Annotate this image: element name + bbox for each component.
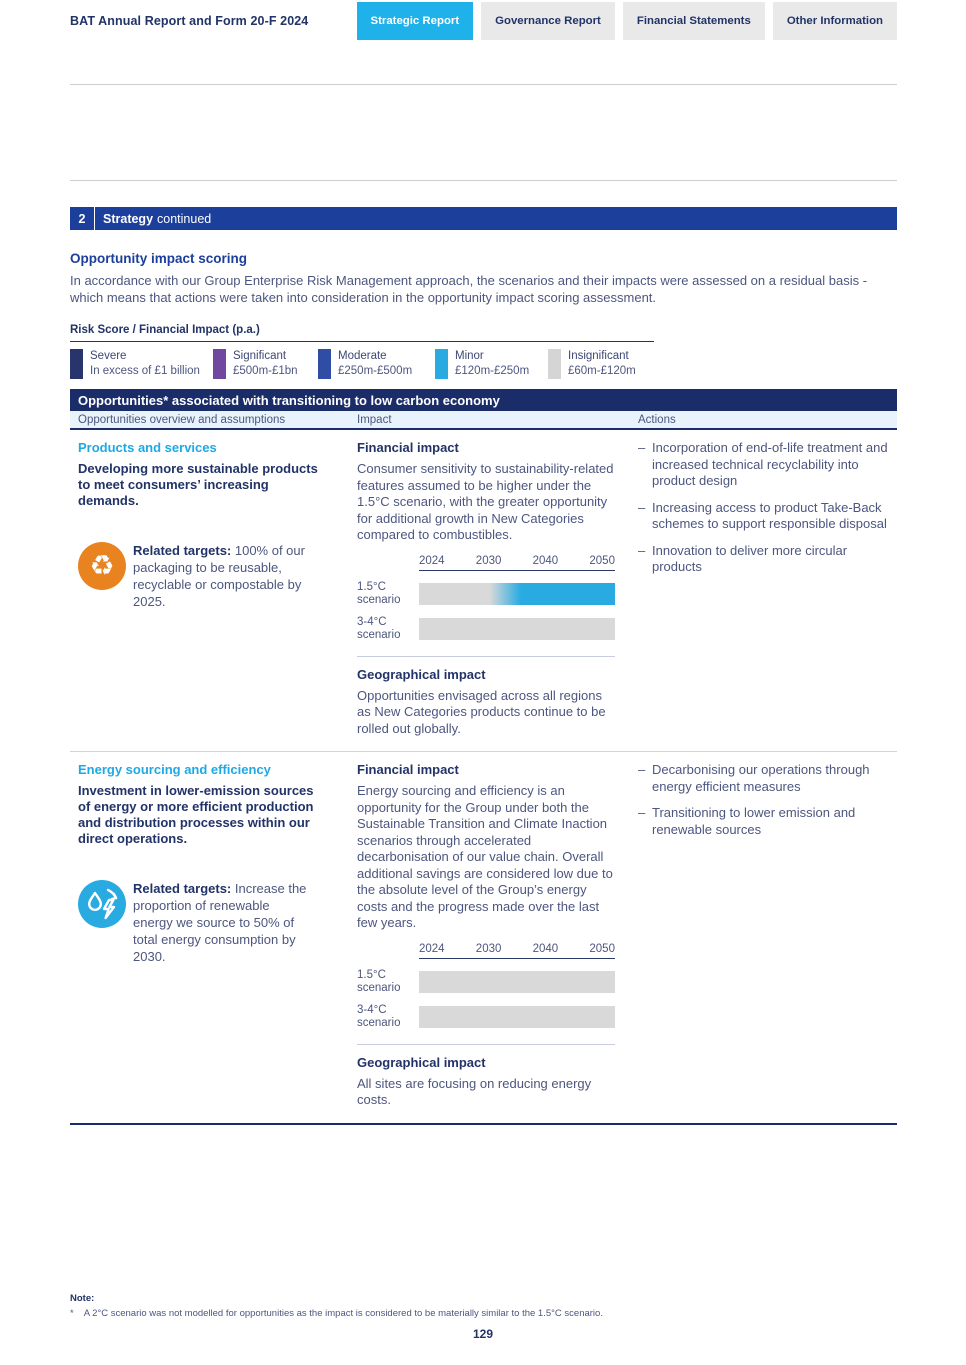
recycle-icon: ♻ [78,542,126,590]
tab-governance-report[interactable]: Governance Report [481,2,615,40]
action-item: – Innovation to deliver more circular products [638,543,897,576]
section-suffix: continued [157,211,212,226]
impact-divider [357,1044,615,1045]
tab-financial-statements[interactable]: Financial Statements [623,2,765,40]
legend-range: £60m-£120m [568,364,636,377]
footnote-text: A 2°C scenario was not modelled for opportunities as the impact is considered to be materially similar to the 1.5°C scenario. [83,1307,603,1319]
severe-swatch [70,349,83,379]
financial-impact-heading: Financial impact [357,762,459,777]
impact-timeline-chart [357,555,615,643]
dash-bullet [638,543,652,576]
significant-swatch [213,349,226,379]
top-header [70,0,897,42]
geographical-impact-text: Opportunities envisaged across all regions as New Categories products continue to be rolled out globally. [357,687,606,736]
timeline-bar-3-4c [419,618,615,640]
legend-label: Severe [90,350,127,362]
intro-body: In accordance with our Group Enterprise Risk Management approach, the scenarios and their impacts were assessed on a residual basis - which means that actions were taken into consideration in the opportunity impact scoring assessment. [70,273,868,305]
moderate-swatch [318,349,331,379]
action-item: – Increasing access to product Take-Back schemes to support responsible disposal [638,500,897,533]
legend-item-severe [70,349,213,379]
opportunity-summary: Developing more sustainable products to meet consumers’ increasing demands. [78,461,318,508]
action-item: – Decarbonising our operations through energy efficient measures [638,762,897,795]
series-label-3-4c: 3-4°C scenario [357,1003,401,1029]
table-title: Opportunities* associated with transitioning to low carbon economy [70,389,897,411]
legend-range: £250m-£500m [338,364,413,377]
legend-item-minor [435,349,548,379]
series-label-1-5c: 1.5°C scenario [357,580,401,606]
column-header-overview: Opportunities overview and assumptions [78,413,286,426]
opportunity-category: Products and services [78,440,217,455]
footnote [70,1293,897,1320]
page-number: 129 [472,1327,494,1341]
table-column-headers [70,411,897,430]
timeline-year-axis: 2024 2030 2040 2050 [419,943,615,959]
section-number: 2 [70,207,95,230]
financial-impact-text: Energy sourcing and efficiency is an opportunity for the Group under both the Sustainable Transition and Climate Inaction scenarios through accelerated decarbonisation of our value chain. Overall additional savings are considered low due to the absolute level of the Group’s energy costs and the progress made over the last few years. [357,783,613,930]
timeline-bar-1-5c [419,971,615,993]
legend-range: £500m-£1bn [233,364,298,377]
related-targets-text: 100% of our packaging to be reusable, recyclable or compostable by 2025. [133,543,305,609]
renewable-energy-icon [78,880,126,928]
dash-bullet [638,500,652,533]
divider-mid [70,180,897,181]
insignificant-swatch [548,349,561,379]
related-targets-label: Related targets: [133,881,232,896]
geographical-impact-heading: Geographical impact [357,666,486,682]
series-label-1-5c: 1.5°C scenario [357,968,401,994]
footnote-label: Note: [70,1293,95,1304]
legend-label: Significant [233,350,287,362]
intro-section [70,251,897,306]
dash-bullet [638,762,652,795]
opportunities-table [70,389,897,1125]
report-title: BAT Annual Report and Form 20-F 2024 [70,14,309,28]
opportunity-summary: Investment in lower-emission sources of energy or more efficient production and distribution processes within our direct operations. [78,783,314,846]
section-title: Strategy [103,211,154,226]
divider-top [70,84,897,85]
legend-item-significant [213,349,318,379]
financial-impact-text: Consumer sensitivity to sustainability-related features assumed to be higher under the 1.5°C scenario, with the greater opportunity for additional growth in New Categories compared to combustibles. [357,461,614,542]
dash-bullet [638,440,652,490]
legend-label: Moderate [338,350,387,362]
timeline-bar-1-5c [419,583,615,605]
legend-item-moderate [318,349,435,379]
opportunity-category: Energy sourcing and efficiency [78,762,271,777]
minor-swatch [435,349,448,379]
action-item: – Transitioning to lower emission and renewable sources [638,805,897,838]
timeline-year-axis: 2024 2030 2040 2050 [419,555,615,571]
legend-range: In excess of £1 billion [90,364,200,377]
dash-bullet [638,805,652,838]
intro-heading: Opportunity impact scoring [70,251,248,266]
timeline-bar-3-4c [419,1006,615,1028]
risk-legend [70,324,654,379]
legend-label: Minor [455,350,484,362]
column-header-impact: Impact [357,413,392,426]
legend-label: Insignificant [568,350,629,362]
column-header-actions: Actions [638,413,676,426]
table-row-energy-sourcing [70,752,897,1125]
geographical-impact-text: All sites are focusing on reducing energy costs. [357,1075,592,1107]
legend-range: £120m-£250m [455,364,530,377]
related-targets-text: Increase the proportion of renewable energy we source to 50% of total energy consumption by 2030. [133,881,307,964]
risk-legend-title: Risk Score / Financial Impact (p.a.) [70,324,654,342]
legend-item-insignificant [548,349,652,379]
impact-timeline-chart [357,943,615,1031]
action-item: – Incorporation of end-of-life treatment and increased technical recyclability into product design [638,440,897,490]
section-tabs [357,2,897,40]
table-row-products-and-services [70,430,897,752]
footnote-marker: * [70,1307,74,1319]
financial-impact-heading: Financial impact [357,440,459,455]
section-banner [70,207,897,230]
related-targets-label: Related targets: [133,543,232,558]
impact-divider [357,656,615,657]
series-label-3-4c: 3-4°C scenario [357,615,401,641]
geographical-impact-heading: Geographical impact [357,1054,486,1070]
tab-other-information[interactable]: Other Information [773,2,897,40]
tab-strategic-report[interactable]: Strategic Report [357,2,474,40]
